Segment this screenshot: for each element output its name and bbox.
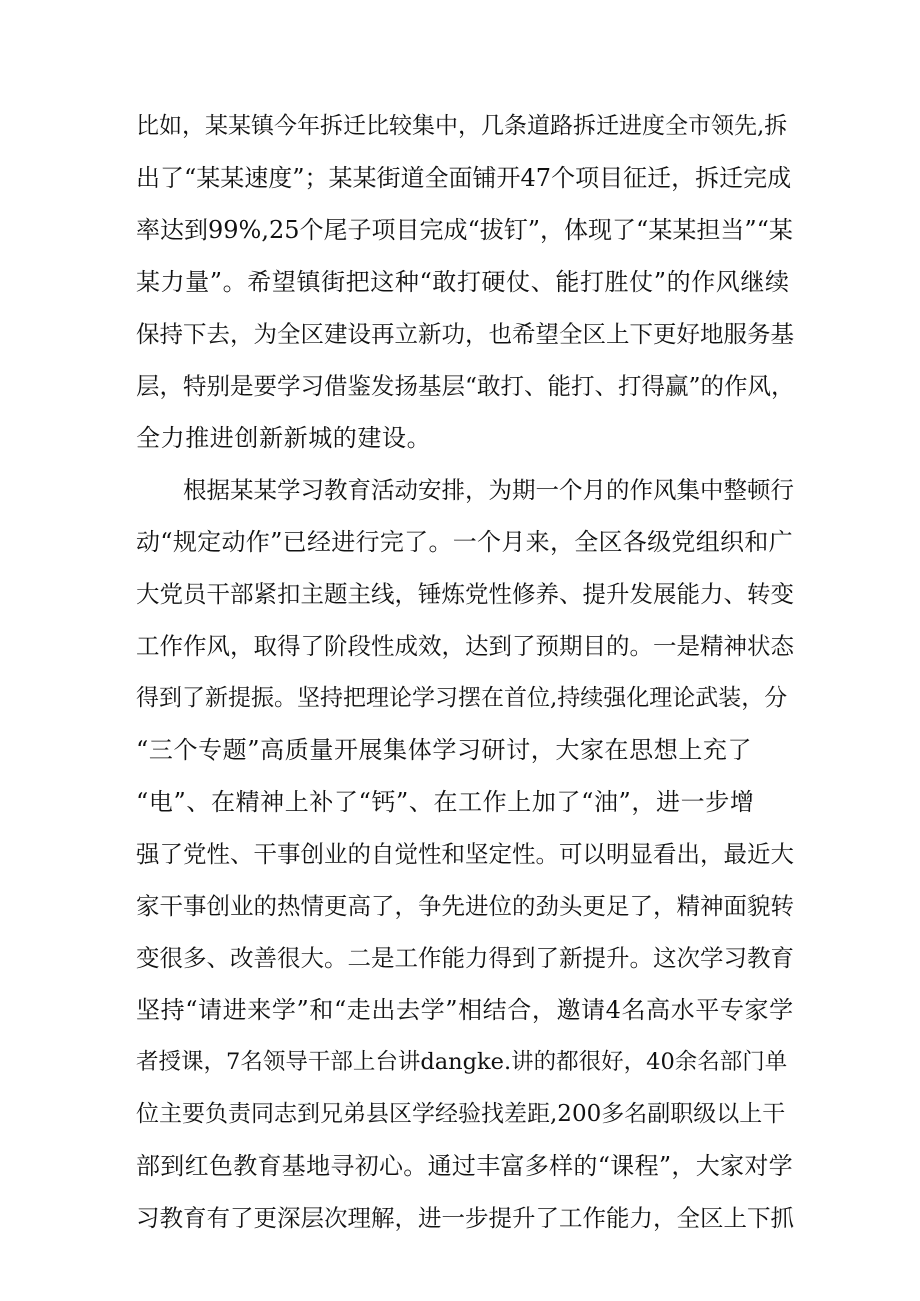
text-line: 某力量”。希望镇街把这种“敢打硬仗、能打胜仗”的作风继续 [136,268,790,296]
text-line: 大党员干部紧扣主题主线，锤炼党性修养、提升发展能力、转变 [136,580,794,608]
text-line: 家干事创业的热情更高了，争先进位的劲头更足了，精神面貌转 [136,892,794,920]
text-line: 层，特别是要学习借鉴发扬基层“敢打、能打、打得赢”的作风， [136,372,795,400]
text-line: 保持下去，为全区建设再立新功，也希望全区上下更好地服务基 [136,320,794,348]
text-line: 全力推进创新新城的建设。 [136,424,432,452]
text-line: 者授课，7名领导干部上台讲dangke.讲的都很好，40余名部门单 [136,1049,788,1075]
text-line: 习教育有了更深层次理解，进一步提升了工作能力，全区上下抓 [136,1204,794,1232]
text-line: “三个专题”高质量开展集体学习研讨，大家在思想上充了 [136,736,753,764]
text-line: 率达到99%,25个尾子项目完成“拔钉”，体现了“某某担当”“某 [136,216,793,244]
text-line: 工作作风，取得了阶段性成效，达到了预期目的。一是精神状态 [136,632,794,660]
text-line: 动“规定动作”已经进行完了。一个月来，全区各级党组织和广 [136,528,793,556]
text-line: 强了党性、干事创业的自觉性和坚定性。可以明显看出，最近大 [136,840,794,868]
text-line: 变很多、改善很大。二是工作能力得到了新提升。这次学习教育 [136,944,794,972]
text-line: 比如，某某镇今年拆迁比较集中，几条道路拆迁进度全市领先,拆 [136,113,788,139]
text-line: 出了“某某速度”；某某街道全面铺开47个项目征迁，拆迁完成 [136,164,792,192]
text-line: “电”、在精神上补了“钙”、在工作上加了“油”，进一步增 [136,788,755,816]
text-line: 位主要负责同志到兄弟县区学经验找差距,200多名副职级以上干 [136,1101,786,1127]
paragraph-first-line: 根据某某学习教育活动安排，为期一个月的作风集中整顿行 [183,476,794,504]
text-line: 得到了新提振。坚持把理论学习摆在首位,持续强化理论武装，分 [136,685,788,711]
text-line: 坚持“请进来学”和“走出去学”相结合，邀请4名高水平专家学 [136,996,794,1024]
text-line: 部到红色教育基地寻初心。通过丰富多样的“课程”，大家对学 [136,1152,793,1180]
